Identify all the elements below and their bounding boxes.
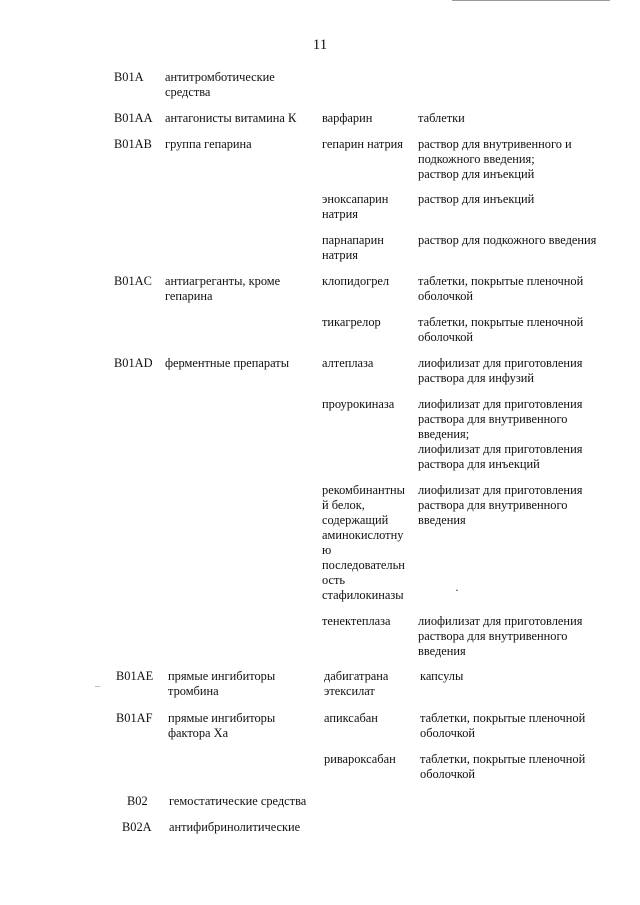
atc-code: B02A xyxy=(122,820,152,834)
atc-code: B01AB xyxy=(114,137,152,151)
group-name: антитромботические средства xyxy=(165,70,275,99)
dosage-form: таблетки, покрытые пленочной оболочкой xyxy=(420,752,586,781)
drug-name: тикагрелор xyxy=(322,315,381,329)
page-number: 11 xyxy=(312,37,328,53)
atc-code: B01AD xyxy=(114,356,153,370)
margin-mark xyxy=(95,686,100,687)
group-name: антифибринолитические xyxy=(169,820,301,834)
dosage-form: лиофилизат для приготовления раствора для внутривенного введения; лиофилизат для приготовления раствора для инъекций xyxy=(418,397,583,471)
dosage-form: раствор для внутривенного и подкожного введения; раствор для инъекций xyxy=(418,137,572,181)
drug-name: тенектеплаза xyxy=(322,614,391,628)
dosage-form: таблетки, покрытые пленочной оболочкой xyxy=(420,711,586,740)
atc-code: B01AE xyxy=(116,669,154,683)
drug-name: парнапарин натрия xyxy=(322,233,384,262)
group-name: группа гепарина xyxy=(165,137,252,151)
group-name: гемостатические средства xyxy=(169,794,307,808)
atc-code: B01AF xyxy=(116,711,153,725)
dosage-form: лиофилизат для приготовления раствора для внутривенного введения xyxy=(418,614,583,658)
group-name: прямые ингибиторы фактора Ха xyxy=(168,711,276,740)
drug-name: варфарин xyxy=(322,111,373,125)
dosage-form: капсулы xyxy=(420,669,464,683)
drug-name: эноксапарин натрия xyxy=(322,192,389,221)
dosage-form: лиофилизат для приготовления раствора для инфузий xyxy=(418,356,583,385)
scan-dot: · xyxy=(455,583,459,597)
dosage-form: таблетки, покрытые пленочной оболочкой xyxy=(418,274,584,303)
drug-name: рекомбинантны й белок, содержащий аминокислотну ю последовательн ость стафилокиназы xyxy=(322,483,405,602)
dosage-form: таблетки xyxy=(418,111,465,125)
dosage-form: раствор для инъекций xyxy=(418,192,535,206)
group-name: антиагреганты, кроме гепарина xyxy=(165,274,281,303)
group-name: ферментные препараты xyxy=(165,356,290,370)
top-rule xyxy=(452,0,610,1)
drug-name: клопидогрел xyxy=(322,274,390,288)
atc-code: B01AC xyxy=(114,274,152,288)
dosage-form: таблетки, покрытые пленочной оболочкой xyxy=(418,315,584,344)
group-name: антагонисты витамина К xyxy=(165,111,297,125)
atc-code: B02 xyxy=(127,794,148,808)
group-name: прямые ингибиторы тромбина xyxy=(168,669,276,698)
drug-name: дабигатрана этексилат xyxy=(324,669,389,698)
drug-name: алтеплаза xyxy=(322,356,374,370)
drug-name: гепарин натрия xyxy=(322,137,404,151)
atc-code: B01A xyxy=(114,70,144,84)
drug-name: проурокиназа xyxy=(322,397,395,411)
dosage-form: лиофилизат для приготовления раствора для внутривенного введения xyxy=(418,483,583,527)
drug-name: ривароксабан xyxy=(324,752,396,766)
dosage-form: раствор для подкожного введения xyxy=(418,233,597,247)
drug-name: апиксабан xyxy=(324,711,378,725)
atc-code: B01AA xyxy=(114,111,153,125)
